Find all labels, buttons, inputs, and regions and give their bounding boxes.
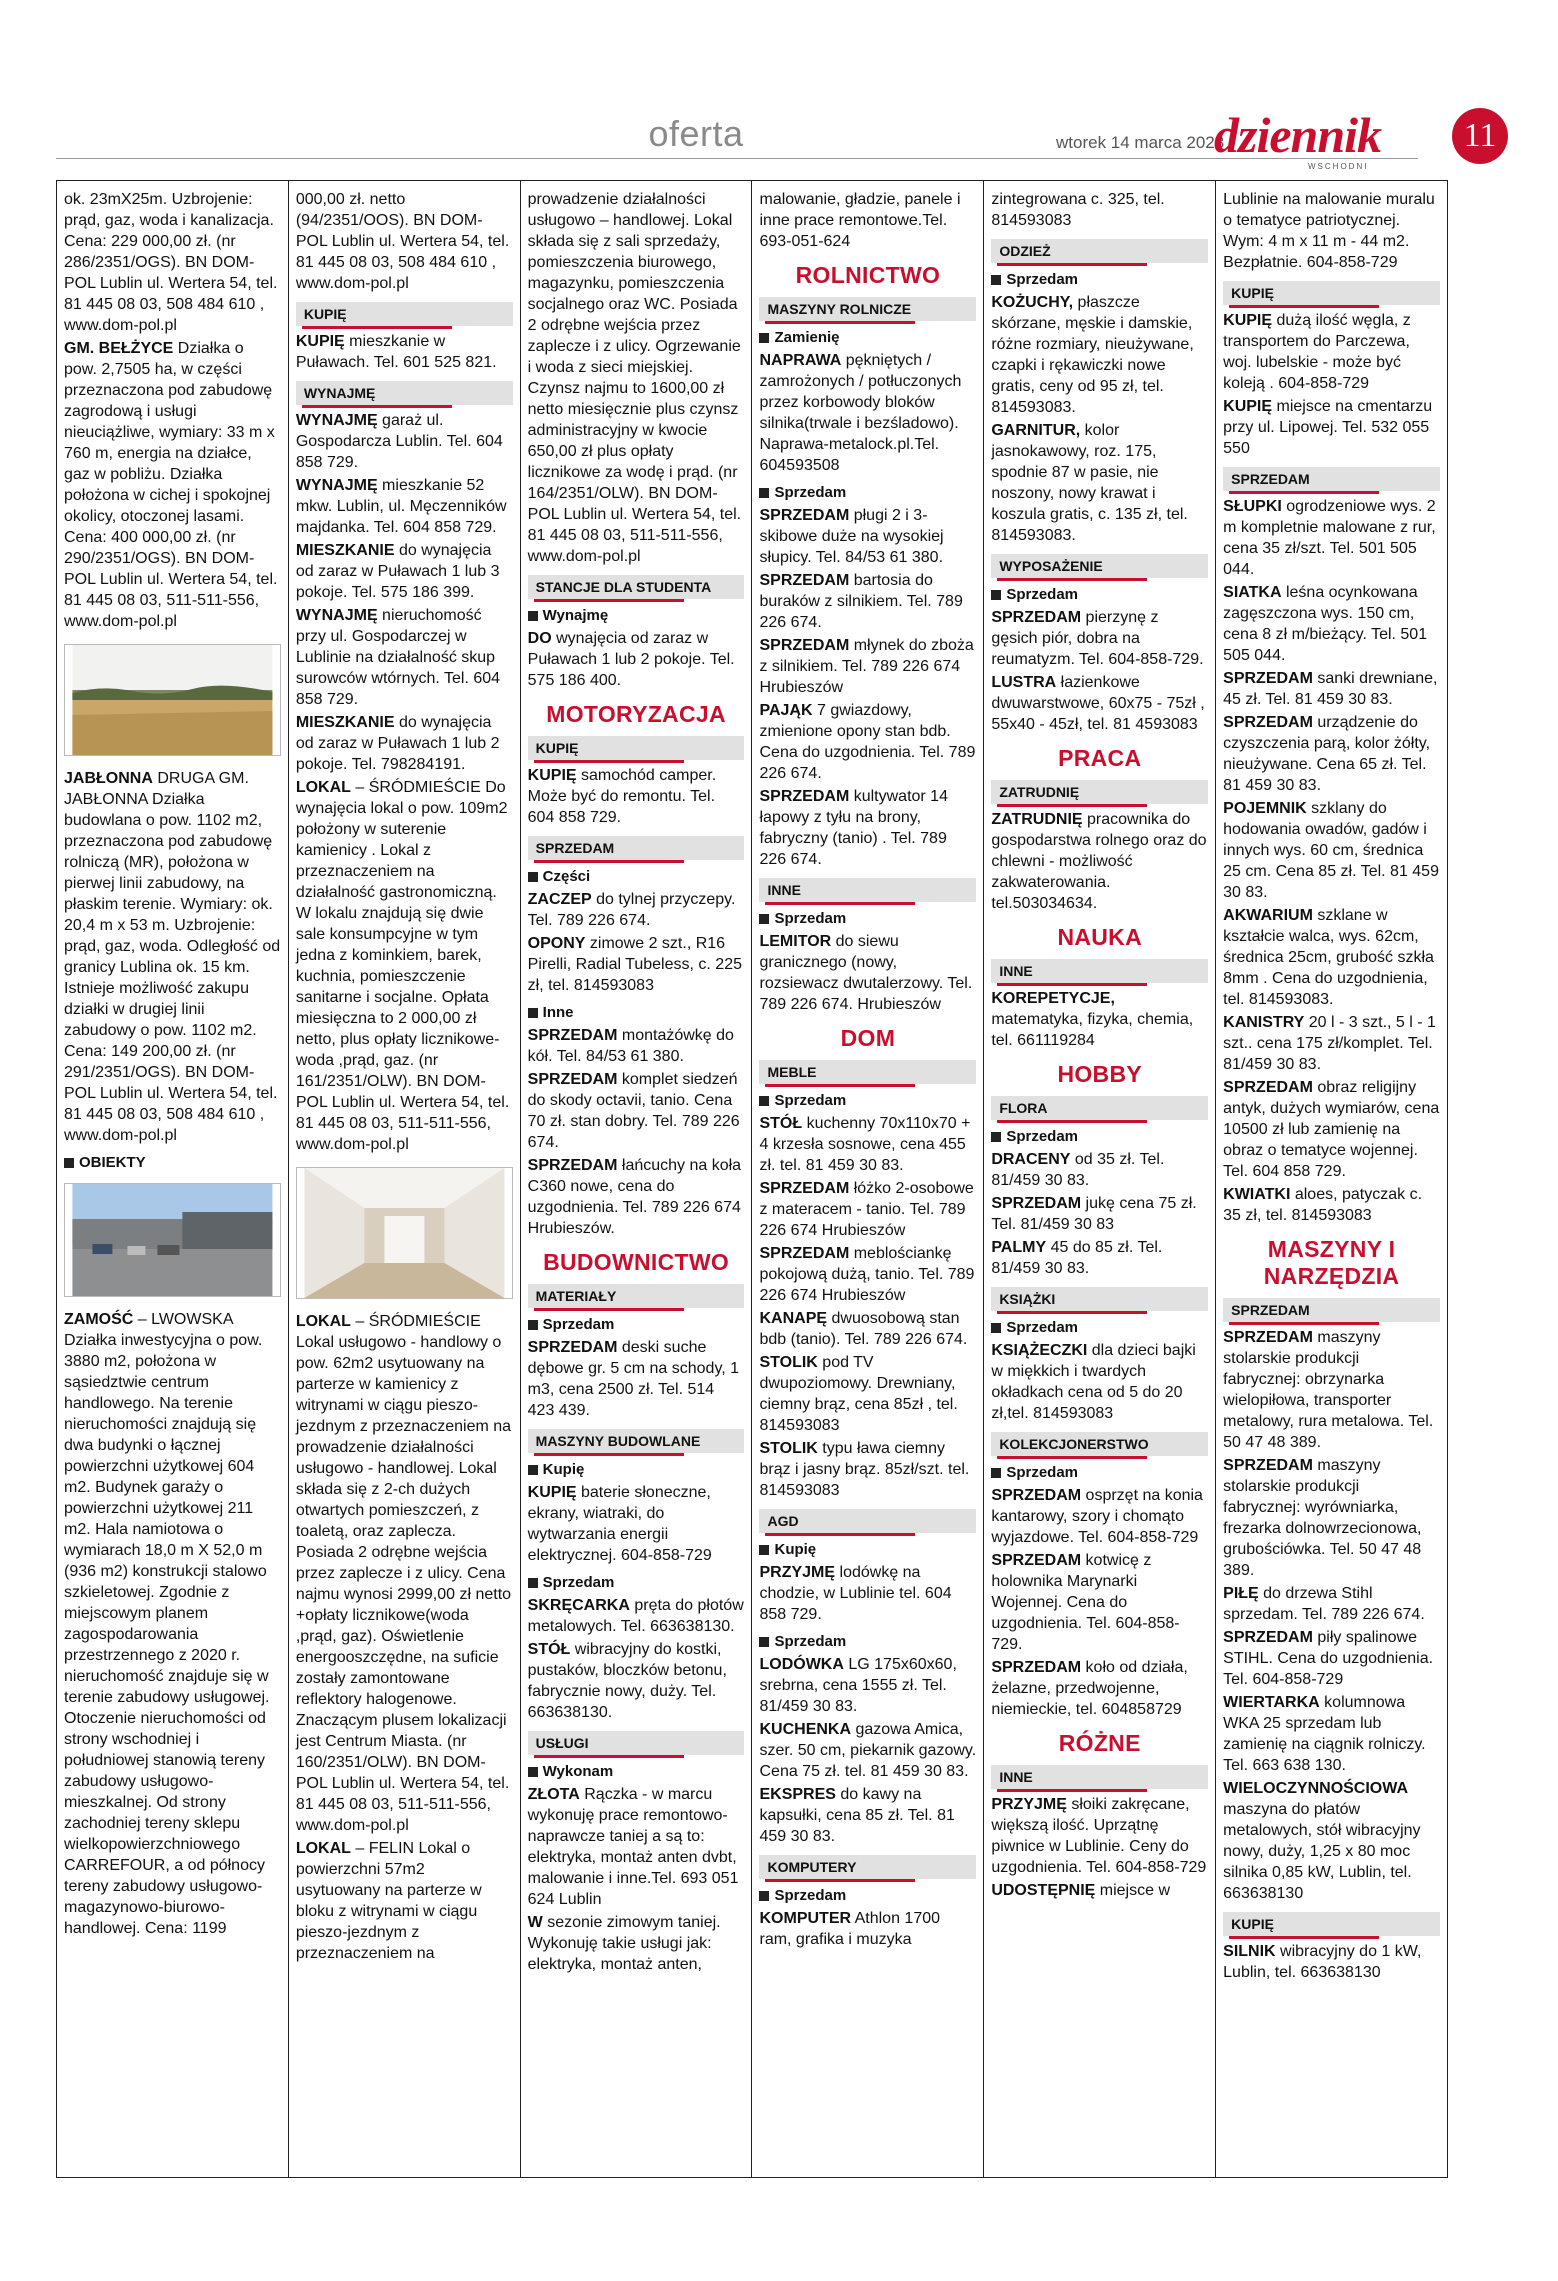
column-6 xyxy=(1216,181,1447,2177)
ad-keyword: GARNITUR, xyxy=(991,422,1081,439)
category-zatrudnie: ZATRUDNIĘ xyxy=(991,780,1208,804)
page-number: 11 xyxy=(1452,108,1508,164)
category-komputery: KOMPUTERY xyxy=(759,1855,976,1879)
category-kupie: KUPIĘ xyxy=(528,736,745,760)
ad-keyword: KANAPĘ xyxy=(759,1310,828,1327)
buildings-photo-image xyxy=(65,1184,280,1296)
ad-keyword: POJEMNIK xyxy=(1223,800,1307,817)
section-praca: PRACA xyxy=(1058,745,1142,771)
ad-text: ZŁOTA Rączka - w marcu wykonuję prace remontowo-naprawcze taniej a są to: elektryka, montaż anten dvbt, malowanie i inne.Tel. 693 051 624 Lublin xyxy=(527,1786,739,1908)
ad-keyword: KUPIĘ xyxy=(1223,398,1273,415)
ad-keyword: AKWARIUM xyxy=(1223,907,1313,924)
ad-keyword: STÓŁ xyxy=(527,1641,571,1658)
ad-text: WYNAJMĘ mieszkanie 52 mkw. Lublin, ul. Męczenników majdanka. Tel. 604 858 729. xyxy=(295,477,507,536)
ad-text: KUPIĘ miejsce na cmentarzu przy ul. Lipowej. Tel. 532 055 550 xyxy=(1223,398,1433,457)
ad-text: STOLIK typu ława ciemny brąz i jasny brąz. 85zł/szt. tel. 814593083 xyxy=(759,1440,970,1499)
ad-keyword: SPRZEDAM xyxy=(759,1180,850,1197)
ad-text: UDOSTĘPNIĘ miejsce w xyxy=(991,1882,1171,1899)
subheading: Sprzedam xyxy=(759,1092,976,1109)
ad-text: prowadzenie działalności usługowo – handlowej. Lokal składa się z sali sprzedaży, pomieszczenia biurowego, magazynku, pomieszczenia socjalnego oraz WC. Posiada 2 odrębne wejścia przez zaplecze i z ulicy. Ogrzewanie i woda z sieci miejskiej. Czynsz najmu to 1600,00 zł netto miesięcznie plus czynsz administracyjny w kwocie 650,00 zł plus opłaty licznikowe za wodę i prąd. (nr 164/2351/OLW). BN DOM-POL Lublin ul. Wertera 54, tel. 81 445 08 03, 511-511-556, www.dom-pol.pl xyxy=(527,191,742,565)
ad-keyword: KANISTRY xyxy=(1223,1014,1305,1031)
buildings-photo xyxy=(64,1183,281,1297)
column-2 xyxy=(289,181,521,2177)
ad-text: SŁUPKI ogrodzeniowe wys. 2 m kompletnie malowane z rur, cena 35 zł/szt. Tel. 501 505 044. xyxy=(1223,498,1436,578)
square-bullet-icon xyxy=(991,1132,1001,1142)
ad-text: ZAMOŚĆ – LWOWSKA Działka inwestycyjna o pow. 3880 m2, położona w sąsiedztwie centrum handlowego. Na terenie nieruchomości znajdują się dwa budynki o łącznej powierzchni użytkowej 604 m2. Budynek garaży o powierzchni użytkowej 211 m2. Hala namiotowa o wymiarach 18,0 m X 52,0 m (936 m2) konstrukcji stalowo szkieletowej. Zgodnie z miejscowym planem zagospodarowania przestrzennego z 2020 r. nieruchomość znajduje się w terenie zabudowy usługowej. Otoczenie nieruchomości od strony wschodniej i południowej stanowią tereny zabudowy usługowo-mieszkalnej. Od strony zachodniej tereny sklepu wielkopowierzchniowego CARREFOUR, a od północy tereny zabudowy usługowo-magazynowo-biurowo-handlowej. Cena: 1199 xyxy=(64,1311,270,1937)
subheading: Kupię xyxy=(528,1461,745,1478)
ad-text: PRZYJMĘ słoiki zakręcane, większą ilość. Uprzątnę piwnice w Lublinie. Ceny do uzgodnienia. Tel. 604-858-729 xyxy=(991,1796,1207,1876)
ad-text: LUSTRA łazienkowe dwuwarstwowe, 60x75 - 75zł , 55x40 - 45zł, tel. 81 4593083 xyxy=(991,674,1205,733)
ad-keyword: SPRZEDAM xyxy=(991,609,1082,626)
ad-text: SPRZEDAM pierzynę z gęsich piór, dobra na reumatyzm. Tel. 604-858-729. xyxy=(991,609,1204,668)
subheading: Sprzedam xyxy=(759,910,976,927)
ad-keyword: KOMPUTER xyxy=(759,1910,852,1927)
category-stancje: STANCJE DLA STUDENTA xyxy=(528,575,745,599)
ad-keyword: ZŁOTA xyxy=(527,1786,580,1803)
ad-keyword: STÓŁ xyxy=(759,1115,803,1132)
category-meble: MEBLE xyxy=(759,1060,976,1084)
ad-text: ZATRUDNIĘ pracownika do gospodarstwa rolnego oraz do chlewni - możliwość zakwaterowania. tel.503034634. xyxy=(991,811,1207,912)
ad-text: SPRZEDAM bartosia do buraków z silnikiem. Tel. 789 226 674. xyxy=(759,572,963,631)
ad-keyword: EKSPRES xyxy=(759,1786,836,1803)
ad-text: SPRZEDAM maszyny stolarskie produkcji fabrycznej: wyrówniarka, frezarka dolnowrzecionowa, grubościówka. Tel. 50 47 48 389. xyxy=(1223,1457,1422,1579)
ad-keyword: SPRZEDAM xyxy=(1223,714,1313,731)
ad-text: STÓŁ wibracyjny do kostki, pustaków, bloczków betonu, fabrycznie nowy, duży. Tel. 663638130. xyxy=(527,1641,727,1721)
ad-keyword: SPRZEDAM xyxy=(759,1245,850,1262)
ad-keyword: SPRZEDAM xyxy=(527,1339,618,1356)
ad-keyword: SPRZEDAM xyxy=(1223,1079,1313,1096)
ad-text: KOŻUCHY, płaszcze skórzane, męskie i damskie, różne rozmiary, nieużywane, czapki i rękawiczki nowe gratis, ceny od 95 zł, tel. 814593083. xyxy=(991,294,1194,416)
classifieds-grid xyxy=(56,180,1448,2178)
ad-text: SPRZEDAM łóżko 2-osobowe z materacem - tanio. Tel. 789 226 674 Hrubieszów xyxy=(759,1180,974,1239)
subheading: Inne xyxy=(528,1004,745,1021)
subheading: Kupię xyxy=(759,1541,976,1558)
ad-text: STOLIK pod TV dwupoziomowy. Drewniany, ciemny brąz, cena 85zł , tel. 814593083 xyxy=(759,1354,958,1434)
field-photo xyxy=(64,644,281,756)
category-inne: INNE xyxy=(991,959,1208,983)
ad-text: PALMY 45 do 85 zł. Tel. 81/459 30 83. xyxy=(991,1239,1163,1277)
ad-text: SPRZEDAM sanki drewniane, 45 zł. Tel. 81 459 30 83. xyxy=(1223,670,1438,708)
ad-keyword: WYNAJMĘ xyxy=(295,412,378,429)
ad-text: POJEMNIK szklany do hodowania owadów, gadów i innych wys. 60 cm, średnica 25 cm. Cena 85 zł. Tel. 81 459 30 83. xyxy=(1223,800,1439,901)
section-motoryzacja: MOTORYZACJA xyxy=(546,701,726,727)
ad-text: KUPIĘ dużą ilość węgla, z transportem do Parczewa, woj. lubelskie - może być koleją . 604-858-729 xyxy=(1223,312,1411,392)
ad-text: SPRZEDAM jukę cena 75 zł. Tel. 81/459 30 83 xyxy=(991,1195,1197,1233)
ad-text: LEMITOR do siewu granicznego (nowy, rozsiewacz dwutalerzowy. Tel. 789 226 674. Hrubieszów xyxy=(759,933,973,1013)
ad-text: PIŁĘ do drzewa Stihl sprzedam. Tel. 789 226 674. xyxy=(1223,1585,1425,1623)
ad-text: WIELOCZYNNOŚCIOWA maszyna do płatów metalowych, stół wibracyjny nowy, duży, 1,25 x 80 moc silnika 0,85 kW, Lublin, tel. 663638130 xyxy=(1223,1780,1421,1902)
interior-photo xyxy=(296,1167,513,1299)
square-bullet-icon xyxy=(991,1323,1001,1333)
ad-keyword: STOLIK xyxy=(759,1354,818,1371)
section-rolnictwo: ROLNICTWO xyxy=(795,262,941,288)
ad-text: SPRZEDAM pługi 2 i 3-skibowe duże na wysokiej słupicy. Tel. 84/53 61 380. xyxy=(759,507,944,566)
issue-date: wtorek 14 marca 2023 xyxy=(1056,133,1225,152)
square-bullet-icon xyxy=(759,333,769,343)
ad-text: SPRZEDAM obraz religijny antyk, dużych wymiarów, cena 10500 zł lub zamienię na obraz o tematyce wojennej. Tel. 604 858 729. xyxy=(1223,1079,1440,1180)
category-sprzedam: SPRZEDAM xyxy=(528,836,745,860)
square-bullet-icon xyxy=(528,1578,538,1588)
ad-keyword: LOKAL xyxy=(295,1313,351,1330)
ad-text: DO wynajęcia od zaraz w Puławach 1 lub 2 pokoje. Tel. 575 186 400. xyxy=(527,630,735,689)
square-bullet-icon xyxy=(759,1545,769,1555)
ad-keyword: PRZYJMĘ xyxy=(759,1564,836,1581)
ad-text: SILNIK wibracyjny do 1 kW, Lublin, tel. 663638130 xyxy=(1223,1943,1422,1981)
ad-text: KUPIĘ baterie słoneczne, ekrany, wiatraki, do wytwarzania energii elektrycznej. 604-858-729 xyxy=(527,1484,712,1564)
subheading: Sprzedam xyxy=(991,1464,1208,1481)
category-sprzedam: SPRZEDAM xyxy=(1223,467,1440,491)
ad-text: KOMPUTER Athlon 1700 ram, grafika i muzyka xyxy=(759,1910,941,1948)
subheading: Wynajmę xyxy=(528,607,745,624)
interior-photo-image xyxy=(297,1168,512,1298)
ad-keyword: SPRZEDAM xyxy=(759,637,850,654)
ad-text: KUCHENKA gazowa Amica, szer. 50 cm, piekarnik gazowy. Cena 75 zł. tel. 81 459 30 83. xyxy=(759,1721,977,1780)
section-dom: DOM xyxy=(840,1025,896,1051)
ad-keyword: PIŁĘ xyxy=(1223,1585,1259,1602)
category-wyposazenie: WYPOSAŻENIE xyxy=(991,554,1208,578)
ad-text: LOKAL – ŚRÓDMIEŚCIE Do wynajęcia lokal o pow. 109m2 położony w suterenie kamienicy . Lokal z przeznaczeniem na działalność gastronomiczną. W lokalu znajdują się dwie sale konsumpcyjne w tym jedna z kominkiem, barek, kuchnia, pomieszczenie sanitarne i socjalne. Opłata miesięczna to 2 000,00 zł netto, plus opłaty licznikowe-woda ,prąd, gaz. (nr 161/2351/OLW). BN DOM-POL Lublin ul. Wertera 54, tel. 81 445 08 03, 511-511-556, www.dom-pol.pl xyxy=(295,779,510,1153)
square-bullet-icon xyxy=(528,1320,538,1330)
category-sprzedam: SPRZEDAM xyxy=(1223,1298,1440,1322)
ad-text: LOKAL – FELIN Lokal o powierzchni 57m2 usytuowany na parterze w bloku z witrynami w ciągu pieszo-jezdnym z przeznaczeniem na xyxy=(295,1840,482,1962)
ad-keyword: SPRZEDAM xyxy=(1223,1629,1313,1646)
ad-keyword: SPRZEDAM xyxy=(759,507,850,524)
ad-keyword: LOKAL xyxy=(295,1840,351,1857)
category-wynajme: WYNAJMĘ xyxy=(296,381,513,405)
ad-text: SPRZEDAM komplet siedzeń do skody octavii, tanio. Cena 70 zł. stan dobry. Tel. 789 226 674. xyxy=(527,1071,740,1151)
category-inne: INNE xyxy=(759,878,976,902)
ad-keyword: PALMY xyxy=(991,1239,1047,1256)
square-bullet-icon xyxy=(991,1468,1001,1478)
ad-keyword: KUPIĘ xyxy=(1223,312,1273,329)
ad-text: GARNITUR, kolor jasnokawowy, roz. 175, spodnie 87 w pasie, nie noszony, nowy krawat i koszula gratis, c. 135 zł, tel. 814593083. xyxy=(991,422,1188,544)
ad-keyword: SPRZEDAM xyxy=(1223,1457,1313,1474)
square-bullet-icon xyxy=(991,275,1001,285)
ad-keyword: LOKAL xyxy=(295,779,351,796)
ad-keyword: SPRZEDAM xyxy=(1223,1329,1313,1346)
ad-text: SPRZEDAM łańcuchy na koła C360 nowe, cena do uzgodnienia. Tel. 789 226 674 Hrubieszów. xyxy=(527,1157,742,1237)
ad-keyword: OPONY xyxy=(527,935,586,952)
ad-text: malowanie, gładzie, panele i inne prace remontowe.Tel. 693-051-624 xyxy=(759,191,961,250)
ad-text: LODÓWKA LG 175x60x60, srebrna, cena 1555 zł. Tel. 81/459 30 83. xyxy=(759,1656,957,1715)
category-uslugi: USŁUGI xyxy=(528,1731,745,1755)
ad-keyword: KOŻUCHY, xyxy=(991,294,1074,311)
ad-keyword: SŁUPKI xyxy=(1223,498,1282,515)
square-bullet-icon xyxy=(528,1465,538,1475)
ad-text: KSIĄŻECZKI dla dzieci bajki w miękkich i twardych okładkach cena od 5 do 20 zł,tel. 814593083 xyxy=(991,1342,1196,1422)
category-kupie: KUPIĘ xyxy=(1223,1912,1440,1936)
column-5 xyxy=(984,181,1216,2177)
ad-text: KUPIĘ samochód camper. Może być do remontu. Tel. 604 858 729. xyxy=(527,767,717,826)
ad-keyword: WIERTARKA xyxy=(1223,1694,1320,1711)
ad-text: AKWARIUM szklane w kształcie walca, wys. 62cm, średnica 25cm, grubość szkła 8mm . Cena do uzgodnienia, tel. 814593083. xyxy=(1223,907,1434,1008)
square-bullet-icon xyxy=(759,488,769,498)
category-odziez: ODZIEŻ xyxy=(991,239,1208,263)
ad-text: SPRZEDAM koło od działa, żelazne, przedwojenne, niemieckie, tel. 604858729 xyxy=(991,1659,1188,1718)
ad-keyword: GM. BEŁŻYCE xyxy=(64,340,174,357)
page-header xyxy=(56,108,1508,178)
subheading: Sprzedam xyxy=(528,1574,745,1591)
square-bullet-icon xyxy=(528,872,538,882)
square-bullet-icon xyxy=(759,1096,769,1106)
ad-text: EKSPRES do kawy na kapsułki, cena 85 zł. Tel. 81 459 30 83. xyxy=(759,1786,955,1845)
ad-text: W sezonie zimowym taniej. Wykonuję takie usługi jak: elektryka, montaż anten, xyxy=(527,1914,721,1973)
category-ksiazki: KSIĄŻKI xyxy=(991,1287,1208,1311)
ad-text: SPRZEDAM montażówkę do kół. Tel. 84/53 61 380. xyxy=(527,1027,734,1065)
ad-keyword: ZACZEP xyxy=(527,891,592,908)
ad-keyword: UDOSTĘPNIĘ xyxy=(991,1882,1096,1899)
ad-keyword: SPRZEDAM xyxy=(759,788,850,805)
ad-keyword: SPRZEDAM xyxy=(527,1071,618,1088)
subheading: Zamienię xyxy=(759,329,976,346)
ad-text: MIESZKANIE do wynajęcia od zaraz w Puławach 1 lub 2 pokoje. Tel. 798284191. xyxy=(295,714,500,773)
section-rozne: RÓŻNE xyxy=(1058,1730,1141,1756)
ad-text: SIATKA leśna ocynkowana zagęszczona wys. 150 cm, cena 8 zł m/bieżący. Tel. 501 505 044. xyxy=(1223,584,1428,664)
ad-text: SPRZEDAM kultywator 14 łapowy z tyłu na brony, fabryczny (tanio) . Tel. 789 226 674. xyxy=(759,788,948,868)
square-bullet-icon xyxy=(759,1891,769,1901)
ad-text: zintegrowana c. 325, tel. 814593083 xyxy=(991,191,1165,229)
section-nauka: NAUKA xyxy=(1057,924,1142,950)
ad-text: SKRĘCARKA pręta do płotów metalowych. Tel. 663638130. xyxy=(527,1597,744,1635)
ad-text: KANAPĘ dwuosobową stan bdb (tanio). Tel. 789 226 674. xyxy=(759,1310,968,1348)
ad-keyword: SPRZEDAM xyxy=(527,1027,618,1044)
subheading: Sprzedam xyxy=(759,1633,976,1650)
ad-keyword: MIESZKANIE xyxy=(295,542,395,559)
ad-text: WIERTARKA kolumnowa WKA 25 sprzedam lub zamienię na ciągnik rolniczy. Tel. 663 638 130. xyxy=(1223,1694,1426,1774)
ad-keyword: KSIĄŻECZKI xyxy=(991,1342,1088,1359)
ad-keyword: SPRZEDAM xyxy=(991,1552,1082,1569)
subheading: Sprzedam xyxy=(991,586,1208,603)
ad-keyword: KOREPETYCJE, xyxy=(991,990,1115,1007)
square-bullet-icon xyxy=(528,1008,538,1018)
ad-keyword: SPRZEDAM xyxy=(527,1157,618,1174)
ad-keyword: KWIATKI xyxy=(1223,1186,1291,1203)
ad-keyword: KUPIĘ xyxy=(527,1484,577,1501)
ad-text: MIESZKANIE do wynajęcia od zaraz w Puławach 1 lub 3 pokoje. Tel. 575 186 399. xyxy=(295,542,500,601)
ad-keyword: SIATKA xyxy=(1223,584,1282,601)
square-bullet-icon xyxy=(991,590,1001,600)
ad-text: NAPRAWA pękniętych / zamrożonych / potłuczonych przez korbowody bloków silnika(trwale i bezśladowo). Naprawa-metalock.pl.Tel. 604593508 xyxy=(759,352,962,474)
section-budownictwo: BUDOWNICTWO xyxy=(543,1249,730,1275)
ad-keyword: JABŁONNA xyxy=(64,770,153,787)
square-bullet-icon xyxy=(528,1767,538,1777)
newspaper-logo-subtitle: WSCHODNI xyxy=(1308,162,1369,171)
ad-keyword: SKRĘCARKA xyxy=(527,1597,630,1614)
subheading: Wykonam xyxy=(528,1763,745,1780)
square-bullet-icon xyxy=(759,1637,769,1647)
ad-keyword: LODÓWKA xyxy=(759,1656,844,1673)
subheading-obiekty: OBIEKTY xyxy=(64,1154,281,1171)
subheading: Sprzedam xyxy=(991,1319,1208,1336)
ad-text: LOKAL – ŚRÓDMIEŚCIE Lokal usługowo - handlowy o pow. 62m2 usytuowany na parterze w kamienicy z witrynami w ciągu pieszo-jezdnym z przeznaczeniem na prowadzenie działalności usługowo - handlowej. Lokal składa się z 2-ch dużych otwartych pomieszczeń, z toaletą, oraz zaplecza. Posiada 2 odrębne wejścia przez zaplecze i z ulicy. Cena najmu wynosi 2999,00 zł netto +opłaty licznikowe(woda ,prąd, gaz). Oświetlenie energooszczędne, na suficie zostały zamontowane reflektory halogenowe. Znaczącym plusem lokalizacji jest Centrum Miasta. (nr 160/2351/OLW). BN DOM-POL Lublin ul. Wertera 54, tel. 81 445 08 03, 511-511-556, www.dom-pol.pl xyxy=(295,1313,512,1834)
ad-keyword: ZAMOŚĆ xyxy=(64,1311,134,1328)
subheading: Sprzedam xyxy=(759,484,976,501)
category-flora: FLORA xyxy=(991,1096,1208,1120)
ad-keyword: W xyxy=(527,1914,543,1931)
subheading: Sprzedam xyxy=(759,1887,976,1904)
ad-keyword: DRACENY xyxy=(991,1151,1071,1168)
ad-text: WYNAJMĘ garaż ul. Gospodarcza Lublin. Tel. 604 858 729. xyxy=(295,412,503,471)
ad-text: OPONY zimowe 2 szt., R16 Pirelli, Radial Tubeless, c. 225 zł, tel. 814593083 xyxy=(527,935,742,994)
ad-keyword: STOLIK xyxy=(759,1440,818,1457)
ad-text: KWIATKI aloes, patyczak c. 35 zł, tel. 814593083 xyxy=(1223,1186,1423,1224)
ad-keyword: SPRZEDAM xyxy=(1223,670,1313,687)
ad-text: STÓŁ kuchenny 70x110x70 + 4 krzesła sosnowe, cena 455 zł. tel. 81 459 30 83. xyxy=(759,1115,971,1174)
column-4 xyxy=(752,181,984,2177)
ad-text: SPRZEDAM osprzęt na konia kantarowy, szory i chomąto wyjazdowe. Tel. 604-858-729 xyxy=(991,1487,1203,1546)
subheading: Sprzedam xyxy=(528,1316,745,1333)
ad-text: GM. BEŁŻYCE Działka o pow. 2,7505 ha, w części przeznaczona pod zabudowę zagrodową i usługi nieuciążliwe, wymiary: 33 m x 760 m, energia na działce, gaz w pobliżu. Działka położona w cichej i spokojnej okolicy, otoczonej lasami. Cena: 400 000,00 zł. (nr 290/2351/OGS). BN DOM-POL Lublin ul. Wertera 54, tel. 81 445 08 03, 511-511-556, www.dom-pol.pl xyxy=(64,340,278,630)
ad-keyword: WIELOCZYNNOŚCIOWA xyxy=(1223,1780,1409,1797)
ad-text: 000,00 zł. netto (94/2351/OOS). BN DOM-POL Lublin ul. Wertera 54, tel. 81 445 08 03, 508 484 610 , www.dom-pol.pl xyxy=(295,191,510,292)
field-photo-image xyxy=(65,645,280,755)
ad-keyword: LEMITOR xyxy=(759,933,832,950)
ad-text: SPRZEDAM deski suche dębowe gr. 5 cm na schody, 1 m3, cena 2500 zł. Tel. 514 423 439. xyxy=(527,1339,740,1419)
ad-text: SPRZEDAM piły spalinowe STIHL. Cena do uzgodnienia. Tel. 604-858-729 xyxy=(1223,1629,1434,1688)
ad-keyword: SPRZEDAM xyxy=(759,572,850,589)
column-1 xyxy=(57,181,289,2177)
section-hobby: HOBBY xyxy=(1057,1061,1142,1087)
square-bullet-icon xyxy=(528,611,538,621)
column-3 xyxy=(521,181,753,2177)
category-kupie: KUPIĘ xyxy=(296,302,513,326)
ad-text: PRZYJMĘ lodówkę na chodzie, w Lublinie tel. 604 858 729. xyxy=(759,1564,952,1623)
category-kupie: KUPIĘ xyxy=(1223,281,1440,305)
ad-keyword: KUPIĘ xyxy=(295,333,345,350)
square-bullet-icon xyxy=(64,1158,74,1168)
ad-keyword: WYNAJMĘ xyxy=(295,477,378,494)
ad-keyword: MIESZKANIE xyxy=(295,714,395,731)
ad-keyword: DO xyxy=(527,630,552,647)
ad-text: WYNAJMĘ nieruchomość przy ul. Gospodarczej w Lublinie na działalność skup surowców wtórnych. Tel. 604 858 729. xyxy=(295,607,501,708)
ad-keyword: PRZYJMĘ xyxy=(991,1796,1067,1813)
category-inne: INNE xyxy=(991,1765,1208,1789)
ad-keyword: PAJĄK xyxy=(759,702,813,719)
ad-keyword: SPRZEDAM xyxy=(991,1195,1082,1212)
subheading: Sprzedam xyxy=(991,1128,1208,1145)
category-maszyny-rolnicze: MASZYNY ROLNICZE xyxy=(759,297,976,321)
ad-text: SPRZEDAM młynek do zboża z silnikiem. Tel. 789 226 674 Hrubieszów xyxy=(759,637,974,696)
subheading: Części xyxy=(528,868,745,885)
ad-text: JABŁONNA DRUGA GM. JABŁONNA Działka budowlana o pow. 1102 m2, przeznaczona pod zabudowę rolniczą (MR), położona w pierwej linii zabudowy, na płaskim terenie. Wymiary: ok. 20,4 m x 53 m. Uzbrojenie: prąd, gaz, woda. Odległość od granicy Lublina ok. 15 km. Istnieje możliwość zakupu działki w drugiej linii zabudowy o pow. 1102 m2. Cena: 149 200,00 zł. (nr 291/2351/OGS). BN DOM-POL Lublin ul. Wertera 54, tel. 81 445 08 03, 508 484 610 , www.dom-pol.pl xyxy=(64,770,281,1144)
ad-keyword: ZATRUDNIĘ xyxy=(991,811,1083,828)
newspaper-logo: dziennik xyxy=(1214,107,1382,163)
ad-text: DRACENY od 35 zł. Tel. 81/459 30 83. xyxy=(991,1151,1165,1189)
ad-keyword: LUSTRA xyxy=(991,674,1057,691)
ad-text: SPRZEDAM kotwicę z holownika Marynarki Wojennej. Cena do uzgodnienia. Tel. 604-858-729. xyxy=(991,1552,1180,1653)
ad-keyword: SILNIK xyxy=(1223,1943,1276,1960)
category-agd: AGD xyxy=(759,1509,976,1533)
ad-text: KANISTRY 20 l - 3 szt., 5 l - 1 szt.. cena 175 zł/komplet. Tel. 81/459 30 83. xyxy=(1223,1014,1436,1073)
ad-text: SPRZEDAM meblościankę pokojową dużą, tanio. Tel. 789 226 674 Hrubieszów xyxy=(759,1245,975,1304)
square-bullet-icon xyxy=(759,914,769,924)
ad-text: Lublinie na malowanie muralu o tematyce patriotycznej. Wym: 4 m x 11 m - 44 m2. Bezpłatnie. 604-858-729 xyxy=(1223,191,1435,271)
category-kolekcjonerstwo: KOLEKCJONERSTWO xyxy=(991,1432,1208,1456)
ad-text: KUPIĘ mieszkanie w Puławach. Tel. 601 525 821. xyxy=(295,333,497,371)
subheading: Sprzedam xyxy=(991,271,1208,288)
ad-keyword: NAPRAWA xyxy=(759,352,842,369)
ad-text: PAJĄK 7 gwiazdowy, zmienione opony stan bdb. Cena do uzgodnienia. Tel. 789 226 674. xyxy=(759,702,976,782)
category-materialy: MATERIAŁY xyxy=(528,1284,745,1308)
ad-text: ZACZEP do tylnej przyczepy. Tel. 789 226 674. xyxy=(527,891,736,929)
section-maszyny-i-narzedzia: MASZYNY I NARZĘDZIA xyxy=(1263,1236,1400,1289)
ad-text: ok. 23mX25m. Uzbrojenie: prąd, gaz, woda i kanalizacja. Cena: 229 000,00 zł. (nr 286/2351/OGS). BN DOM-POL Lublin ul. Wertera 54, tel. 81 445 08 03, 508 484 610 , www.dom-pol.pl xyxy=(64,191,278,334)
ad-text: SPRZEDAM maszyny stolarskie produkcji fabrycznej: obrzynarka wielopiłowa, transporter metalowy, rura metalowa. Tel. 50 47 48 389. xyxy=(1223,1329,1434,1451)
ad-keyword: SPRZEDAM xyxy=(991,1659,1082,1676)
section-title: oferta xyxy=(604,113,788,155)
ad-keyword: WYNAJMĘ xyxy=(295,607,378,624)
ad-keyword: KUCHENKA xyxy=(759,1721,852,1738)
ad-keyword: KUPIĘ xyxy=(527,767,577,784)
ad-text: KOREPETYCJE, matematyka, fizyka, chemia, tel. 661119284 xyxy=(991,990,1194,1049)
ad-text: SPRZEDAM urządzenie do czyszczenia parą, kolor żółty, nieużywane. Cena 65 zł. Tel. 81 459 30 83. xyxy=(1223,714,1431,794)
category-maszyny-budowlane: MASZYNY BUDOWLANE xyxy=(528,1429,745,1453)
ad-keyword: SPRZEDAM xyxy=(991,1487,1082,1504)
